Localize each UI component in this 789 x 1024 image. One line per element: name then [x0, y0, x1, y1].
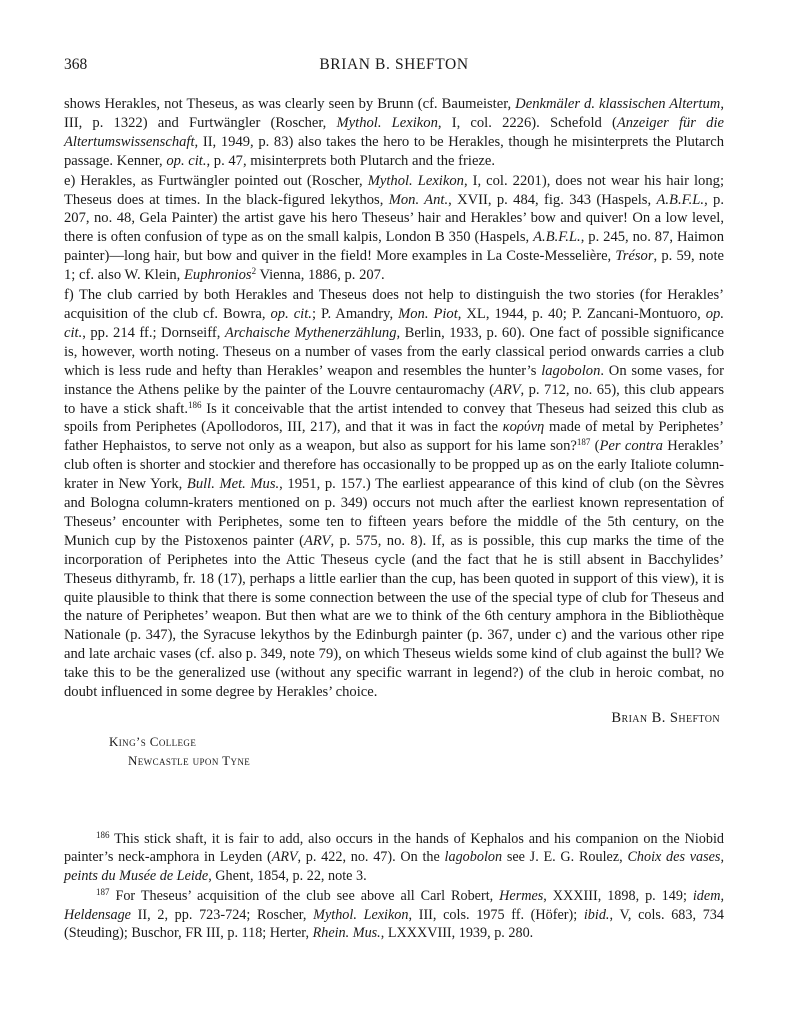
article-body	[64, 95, 724, 702]
paragraph-e: e) Herakles, as Furtwängler pointed out (Roscher, Mythol. Lexikon, I, col. 2201), does not wear his hair long; Theseus does at times. In the black-figured lekythos, Mon. Ant., XVII, p. 484, fig. 343 (Haspels, A.B.F.L., p. 207, no. 48, Gela Painter) the artist gave his hero Theseus’ hair and Herakles’ bow and quiver! On a low level, there is often confusion of type as on the small kalpis, London B 350 (Haspels, A.B.F.L., p. 245, no. 87, Haimon painter)—long hair, but bow and quiver in the field! More examples in La Coste-Messelière, Trésor, p. 59, note 1; cf. also W. Klein, Euphronios$^2$ Vienna, 1886, p. 207.	[64, 172, 724, 284]
footnote-187: $^{187}$ For Theseus’ acquisition of the club see above all Carl Robert, Hermes, XXXIII, 1898, p. 149; idem, Heldensage II, 2, pp. 723-724; Roscher, Mythol. Lexikon, III, cols. 1975 ff. (Höfer); ibid., V, cols. 683, 734 (Steuding); Buschor, FR III, p. 118; Herter, Rhein. Mus., LXXXVIII, 1939, p. 280.	[64, 887, 724, 942]
author-affiliation	[64, 732, 724, 770]
paragraph-f: f) The club carried by both Herakles and Theseus does not help to distinguish the two stories (for Herakles’ acquisition of the club cf. Bowra, op. cit.; P. Amandry, Mon. Piot, XL, 1944, p. 40; P. Zancani-Montuoro, op. cit., pp. 214 ff.; Dornseiff, Archaische Mythenerzählung, Berlin, 1933, p. 60). One fact of possible significance is, however, worth noting. Theseus on a number of vases from the early classical period onwards carries a club which is less rude and hefty than Herakles’ weapon and resembles the hunter’s lagobolon. On some vases, for instance the Athens pelike by the painter of the Louvre centauromachy (ARV, p. 712, no. 65), this club appears to have a stick shaft.$^{186}$ Is it conceivable that the artist intended to convey that Theseus had seized this club as spoils from Periphetes (Apollodoros, III, 217), and that it was in fact the κορύνη made of metal by Periphetes’ father Hephaistos, to serve not only as a weapon, but also as support for his lame son?$^{187}$ (Per contra Herakles’ club often is shorter and stockier and therefore has occasionally to be propped up as on the early Italiote column-krater in New York, Bull. Met. Mus., 1951, p. 157.) The earliest appearance of this kind of club (on the Sèvres and Bologna column-kraters mentioned on p. 349) occurs not much after the earliest known representation of Theseus’ encounter with Periphetes, some ten to fifteen years before the middle of the 5th century, on the Munich cup by the Pistoxenos painter (ARV, p. 575, no. 8). If, as is possible, this cup marks the time of the incorporation of Periphetes into the Attic Theseus cycle (and the fact that he is still absent in Bacchylides’ Theseus dithyramb, fr. 18 (17), perhaps a little earlier than the cup, has been quoted in support of this view), it is quite plausible to think that there is some connection between the use of the special type of club for Theseus and the nature of Periphetes’ weapon. But then what are we to think of the 6th century amphora in the Bibliothèque Nationale (p. 347), the Syracuse lekythos by the Edinburgh painter (p. 367, under c) and the various other ripe and late archaic vases (cf. also p. 349, note 79), on which Theseus wields some kind of club against the bull? We take this to be the generalized use (without any specific warrant in legend?) of the club in heroic combat, no doubt influenced in some degree by Herakles’ choice.	[64, 287, 725, 701]
footnotes	[64, 830, 724, 942]
footnote-ref-186[interactable]: 186	[188, 399, 202, 410]
affiliation-college: King’s College	[109, 734, 197, 749]
author-signature: Brian B. Shefton	[611, 710, 720, 726]
page-number: 368	[64, 56, 88, 73]
edition-superscript: 2	[251, 266, 257, 277]
footnote-ref-187[interactable]: 187	[576, 437, 591, 448]
paragraph-d-continued: shows Herakles, not Theseus, as was clearly seen by Brunn (cf. Baumeister, Denkmäler d. klassischen Altertum, III, p. 1322) and Furtwängler (Roscher, Mythol. Lexikon, I, col. 2226). Schefold (Anzeiger für die Altertumswissenschaft, II, 1949, p. 83) also takes the hero to be Herakles, though he misinterprets the Plutarch passage. Kenner, op. cit., p. 47, misinterprets both Plutarch and the frieze.	[64, 96, 724, 169]
journal-page	[64, 56, 724, 942]
page-header	[64, 56, 724, 80]
footnote-186: $^{186}$ This stick shaft, it is fair to add, also occurs in the hands of Kephalos and his companion on the Niobid painter’s neck-amphora in Leyden (ARV, p. 422, no. 47). On the lagobolon see J. E. G. Roulez, Choix des vases, peints du Musée de Leide, Ghent, 1854, p. 22, note 3.	[64, 830, 724, 884]
running-head: BRIAN B. SHEFTON	[319, 56, 469, 73]
affiliation-city: Newcastle upon Tyne	[128, 753, 251, 768]
